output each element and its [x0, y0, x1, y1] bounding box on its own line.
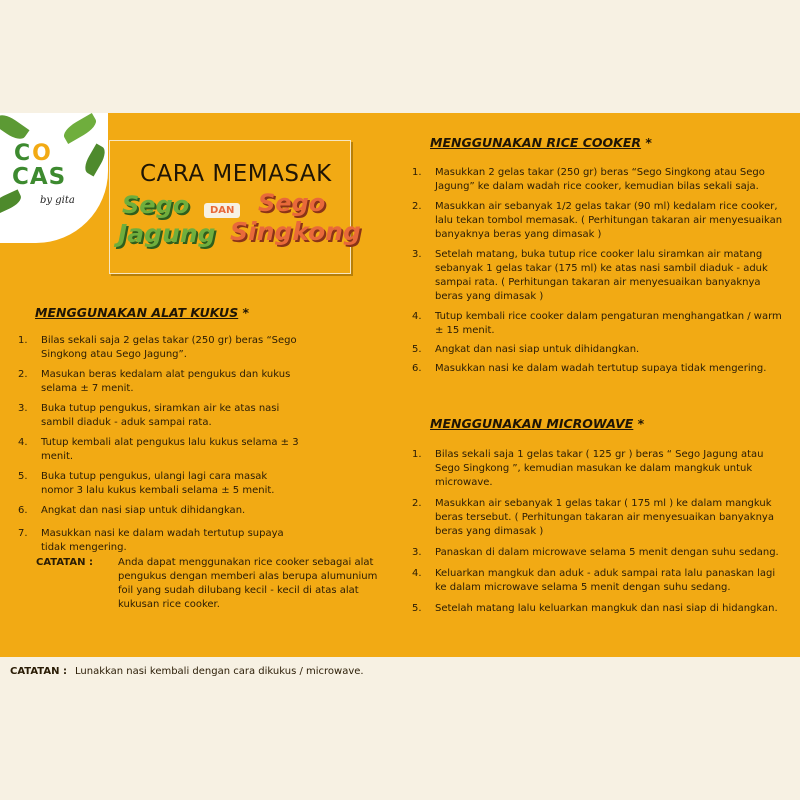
step-number: 1.	[412, 449, 422, 460]
step-number: 5.	[412, 344, 422, 355]
step-text: Keluarkan mangkuk dan aduk - aduk sampai rata lalu panaskan lagi ke dalam microwave selama 5 menit dengan suhu sedang.	[435, 568, 776, 593]
step-text: Bilas sekali saja 1 gelas takar ( 125 gr ) beras “ Sego Jagung atau Sego Singkong ”, kemudian masukan ke dalam mangkuk untuk microwave.	[435, 449, 764, 488]
top-band	[0, 0, 800, 113]
step-item	[18, 368, 300, 396]
title-connector: DAN	[204, 203, 240, 218]
step-number: 5.	[18, 471, 28, 482]
step-text: Masukkan nasi ke dalam wadah tertutup supaya tidak mengering.	[41, 528, 284, 553]
step-text: Masukkan air sebanyak 1/2 gelas takar (90 ml) kedalam rice cooker, lalu tekan tombol memasak. ( Perhitungan takaran air menyesuaikan banyaknya beras yang dimasak )	[435, 201, 783, 240]
note-text: Anda dapat menggunakan rice cooker sebagai alat pengukus dengan memberi alas berupa alumunium foil yang sudah dilubang kecil - kecil di atas alat kukusan rice cooker.	[118, 557, 378, 610]
step-number: 6.	[412, 363, 422, 374]
logo-co: CO	[14, 141, 53, 166]
leaf-icon	[61, 113, 100, 144]
step-item	[412, 497, 786, 539]
step-number: 7.	[18, 528, 28, 539]
step-item	[412, 200, 786, 242]
step-number: 2.	[412, 201, 422, 212]
step-number: 4.	[412, 568, 422, 579]
step-item	[412, 546, 786, 560]
step-item	[18, 504, 300, 518]
step-number: 1.	[412, 167, 422, 178]
step-text: Masukkan 2 gelas takar (250 gr) beras “Sego Singkong atau Sego Jagung” ke dalam wadah rice cooker, kemudian bilas sekali saja.	[435, 167, 765, 192]
step-number: 1.	[18, 335, 28, 346]
step-text: Masukan beras kedalam alat pengukus dan kukus selama ± 7 menit.	[41, 369, 291, 394]
step-number: 6.	[18, 505, 28, 516]
step-number: 2.	[18, 369, 28, 380]
step-item	[18, 436, 300, 464]
step-text: Tutup kembali alat pengukus lalu kukus selama ± 3 menit.	[41, 437, 299, 462]
step-item	[412, 166, 786, 194]
title-orange-2: Singkong	[230, 217, 361, 246]
step-text: Tutup kembali rice cooker dalam pengaturan menghangatkan / warm ± 15 menit.	[435, 311, 782, 336]
leaf-icon	[0, 113, 30, 143]
rice-cooker-steps	[412, 166, 786, 376]
title-green-2: Jagung	[118, 219, 216, 248]
leaf-icon	[81, 144, 108, 177]
step-text: Setelah matang lalu keluarkan mangkuk dan nasi siap di hidangkan.	[435, 603, 778, 614]
step-item	[18, 470, 300, 498]
footer-note-label: CATATAN :	[10, 666, 67, 677]
microwave-steps	[412, 448, 786, 616]
step-text: Panaskan di dalam microwave selama 5 menit dengan suhu sedang.	[435, 547, 779, 558]
kukus-heading: MENGGUNAKAN ALAT KUKUS *	[35, 305, 250, 320]
step-text: Buka tutup pengukus, ulangi lagi cara masak nomor 3 lalu kukus kembali selama ± 5 menit.	[41, 471, 275, 496]
step-number: 3.	[412, 547, 422, 558]
cocas-logo	[0, 113, 108, 243]
step-item	[412, 248, 786, 304]
step-number: 5.	[412, 603, 422, 614]
step-number: 3.	[412, 249, 422, 260]
step-item	[412, 602, 786, 616]
step-text: Bilas sekali saja 2 gelas takar (250 gr) beras “Sego Singkong atau Sego Jagung”.	[41, 335, 297, 360]
step-number: 3.	[18, 403, 28, 414]
step-text: Masukkan nasi ke dalam wadah tertutup supaya tidak mengering.	[435, 363, 767, 374]
title-line1: CARA MEMASAK	[140, 161, 332, 187]
step-item	[412, 567, 786, 595]
step-item	[412, 362, 786, 376]
logo-cas: CAS	[12, 164, 67, 190]
step-item	[18, 334, 300, 362]
step-text: Angkat dan nasi siap untuk dihidangkan.	[435, 344, 640, 355]
bottom-band	[0, 686, 800, 800]
footer-note-text: Lunakkan nasi kembali dengan cara dikukus / microwave.	[75, 666, 364, 677]
kukus-steps	[18, 334, 300, 555]
leaf-icon	[0, 189, 24, 214]
step-item	[412, 448, 786, 490]
rice-cooker-heading: MENGGUNAKAN RICE COOKER *	[430, 135, 652, 150]
step-item	[412, 310, 786, 338]
title-box	[109, 140, 361, 274]
title-orange-1: Sego	[258, 189, 326, 217]
title-green-1: Sego	[122, 191, 190, 219]
footer-note	[0, 657, 800, 686]
step-item	[412, 343, 786, 357]
note-label: CATATAN :	[36, 557, 93, 568]
step-number: 4.	[412, 311, 422, 322]
step-text: Buka tutup pengukus, siramkan air ke atas nasi sambil diaduk - aduk sampai rata.	[41, 403, 280, 428]
step-text: Angkat dan nasi siap untuk dihidangkan.	[41, 505, 246, 516]
step-item	[18, 527, 300, 555]
step-item	[18, 402, 300, 430]
logo-byline: by gita	[40, 195, 75, 206]
step-text: Setelah matang, buka tutup rice cooker lalu siramkan air matang sebanyak 1 gelas takar (175 ml) ke atas nasi sambil diaduk - aduk sampai rata. ( Perhitungan takaran air menyesuaikan banyaknya beras yang dimasak )	[435, 249, 768, 302]
microwave-heading: MENGGUNAKAN MICROWAVE *	[430, 416, 645, 431]
step-text: Masukkan air sebanyak 1 gelas takar ( 175 ml ) ke dalam mangkuk beras tersebut. ( Perhitungan takaran air menyesuaikan banyaknya beras yang dimasak )	[435, 498, 774, 537]
step-number: 4.	[18, 437, 28, 448]
step-number: 2.	[412, 498, 422, 509]
kukus-note	[36, 556, 391, 616]
